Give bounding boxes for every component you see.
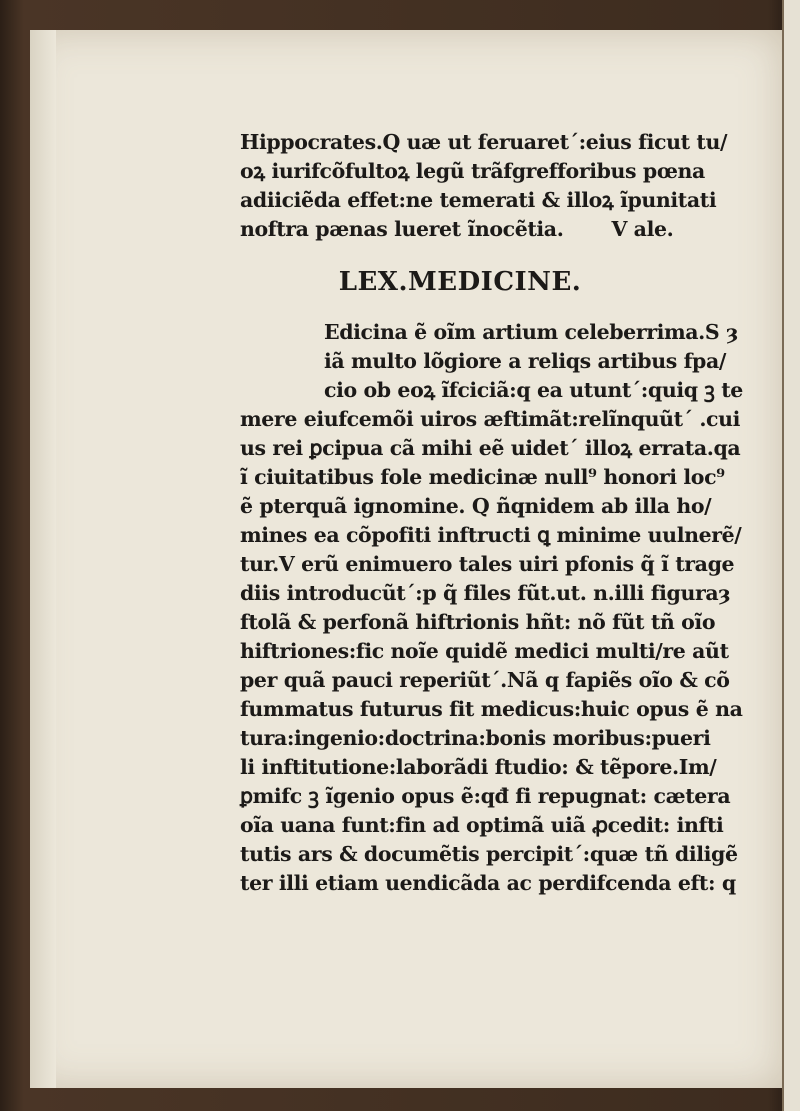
text-line: mere eiufcemõi uiros æftimãt:relĩnquũtˊ .cui [240,407,741,431]
text-line: oĩa uana funt:fin ad optimã uiã ꝓcedit: infti [240,813,724,837]
text-line: ter illi etiam uendicãda ac perdifcenda eft: q [240,871,736,895]
text-line: iã multo lõgiore a reliqs artibus fpa/ [324,349,726,373]
text-line: hiftriones:fic noĩe quidẽ medici multi/re aũt [240,639,729,663]
text-line: tur.V erũ enimuero tales uiri pfonis q̃ ĩ trage [240,552,735,576]
text-line: fummatus futurus fit medicus:huic opus ẽ na [240,697,743,721]
paragraph-1 [240,128,728,215]
text-line: us rei ꝑcipua cã mihi eẽ uidetˊ illoꝝ errata.qa [240,436,741,460]
text-line: ẽ pterquã ignomine. Q ñqnidem ab illa ho/ [240,494,712,518]
text-line: per quã pauci reperiũtˊ.Nã q fapiẽs oĩo & cõ [240,668,730,692]
text-line: Hippocrates.Q uæ ut feruaretˊ:eius ficut tu/ [240,130,728,154]
text-line: Edicina ẽ oĩm artium celeberrima.S ȝ [324,320,739,344]
next-page-edge [782,0,800,1111]
text-line: diis introducũtˊ:p q̃ files fũt.ut. n.illi figuraȝ [240,581,731,605]
text-line: tutis ars & documẽtis percipitˊ:quæ tñ diligẽ [240,842,738,866]
text-line-content: noftra pænas lueret ĩnocẽtia. [240,217,564,241]
closing-vale: V ale. [611,217,674,241]
text-line: adiiciẽda effet:ne temerati & illoꝝ ĩpunitati [240,188,717,212]
text-line: tura:ingenio:doctrina:bonis moribus:pueri [240,726,711,750]
text-line: ĩ ciuitatibus fole medicinæ null⁹ honori loc⁹ [240,465,725,489]
text-line: li inftitutione:laborãdi ftudio: & tẽpore.Im/ [240,755,717,779]
text-line: oꝝ iurifcõfultoꝝ legũ trãfgrefforibus pœna [240,159,705,183]
text-line: cio ob eoꝝ ĩfciciã:q ea utuntˊ:quiq ꝫ te [324,378,743,402]
text-line: mines ea cõpofiti inftructi ꝗ minime uulnerẽ/ [240,523,742,547]
text-line: ftolã & perfonã hiftrionis hñt: nõ fũt tñ oĩo [240,610,716,634]
paragraph-2-indented [240,318,743,405]
text-line [240,215,680,244]
paragraph-2 [240,405,743,898]
text-line: ꝑmifc ꝫ ĩgenio opus ẽ:qđ fi repugnat: cætera [240,784,731,808]
section-heading: LEX.MEDICINE. [338,267,582,297]
page-text [240,128,743,898]
page-gutter [30,30,56,1088]
